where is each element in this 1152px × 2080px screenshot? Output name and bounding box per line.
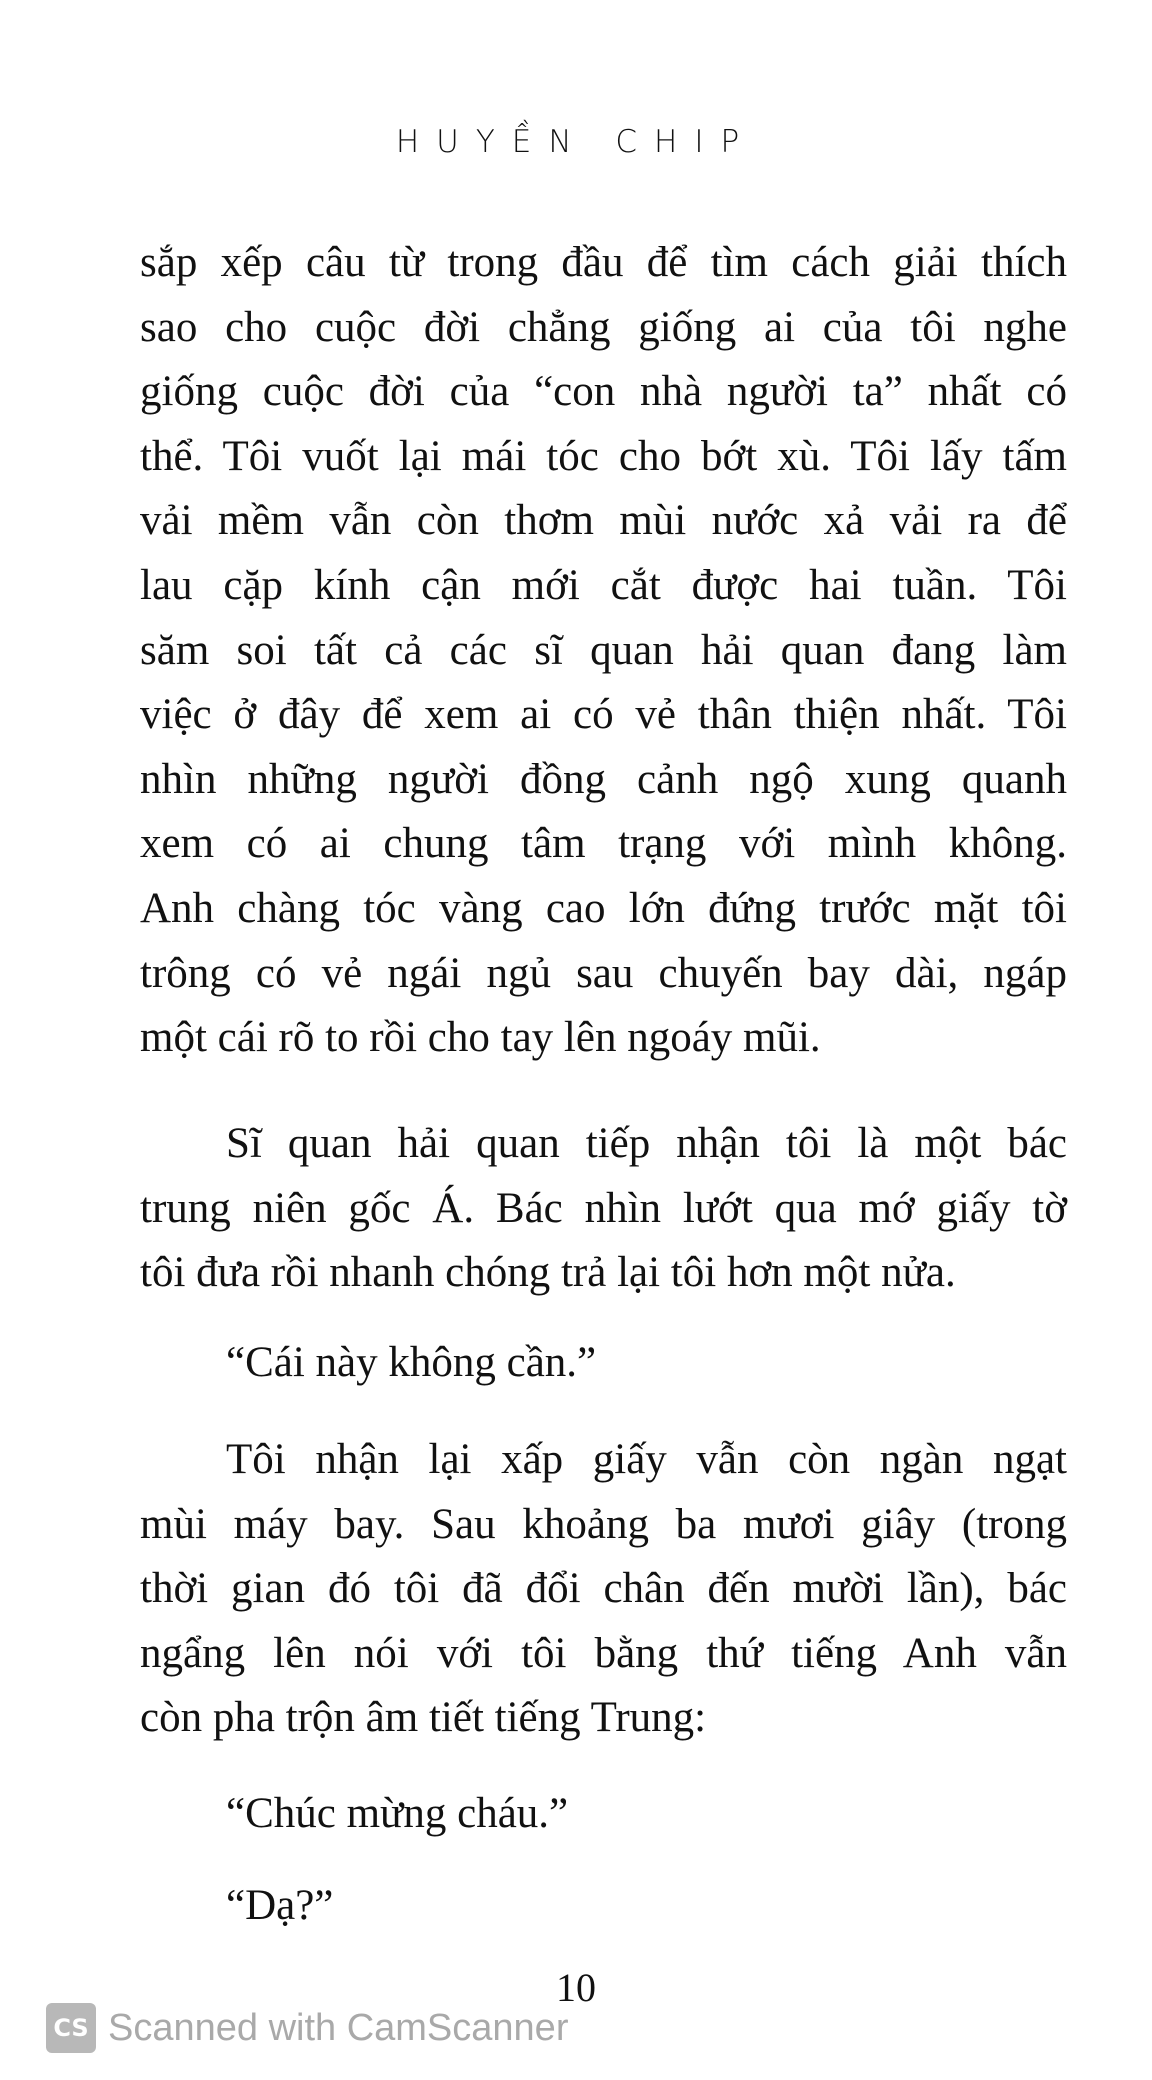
text-line: “Cái này không cần.” — [226, 1339, 597, 1386]
text-line: tôi đưa rồi nhanh chóng trả lại tôi hơn một nửa. — [140, 1249, 956, 1297]
text-line: trông có vẻ ngái ngủ sau chuyến bay dài, ngáp — [140, 949, 1067, 997]
text-line: “Dạ?” — [226, 1882, 334, 1929]
text-line: mùi máy bay. Sau khoảng ba mươi giây (trong — [140, 1500, 1067, 1548]
text-line: việc ở đây để xem ai có vẻ thân thiện nhất. Tôi — [140, 691, 1067, 739]
text-line: “Chúc mừng cháu.” — [226, 1790, 569, 1837]
text-line: Tôi nhận lại xấp giấy vẫn còn ngàn ngạt — [226, 1436, 1067, 1483]
text-line: thể. Tôi vuốt lại mái tóc cho bớt xù. Tôi lấy tấm — [140, 432, 1067, 480]
page-number: 10 — [556, 1965, 596, 2010]
text-line: sao cho cuộc đời chẳng giống ai của tôi nghe — [140, 303, 1067, 351]
text-line: còn pha trộn âm tiết tiếng Trung: — [140, 1694, 707, 1742]
text-line: Sĩ quan hải quan tiếp nhận tôi là một bác — [226, 1120, 1067, 1167]
text-line: xem có ai chung tâm trạng với mình không. — [140, 820, 1067, 868]
watermark-text: Scanned with CamScanner — [108, 2006, 569, 2049]
camscanner-logo-icon: CS — [46, 2003, 96, 2053]
camscanner-watermark — [46, 2003, 568, 2053]
text-line: trung niên gốc Á. Bác nhìn lướt qua mớ giấy tờ — [140, 1184, 1067, 1232]
text-line: Anh chàng tóc vàng cao lớn đứng trước mặt tôi — [140, 885, 1067, 932]
text-line: sắp xếp câu từ trong đầu để tìm cách giải thích — [140, 239, 1067, 286]
running-header: HUYỀN CHIP — [395, 124, 757, 160]
text-line: ngẩng lên nói với tôi bằng thứ tiếng Anh vẫn — [140, 1629, 1067, 1677]
text-line: giống cuộc đời của “con nhà người ta” nhất có — [140, 368, 1067, 416]
text-line: một cái rõ to rồi cho tay lên ngoáy mũi. — [140, 1014, 821, 1062]
text-line: săm soi tất cả các sĩ quan hải quan đang làm — [140, 626, 1067, 674]
text-line: nhìn những người đồng cảnh ngộ xung quanh — [140, 755, 1067, 803]
text-line: lau cặp kính cận mới cắt được hai tuần. Tôi — [140, 562, 1067, 609]
text-line: thời gian đó tôi đã đổi chân đến mười lần), bác — [140, 1565, 1067, 1613]
text-line: vải mềm vẫn còn thơm mùi nước xả vải ra để — [140, 497, 1067, 545]
